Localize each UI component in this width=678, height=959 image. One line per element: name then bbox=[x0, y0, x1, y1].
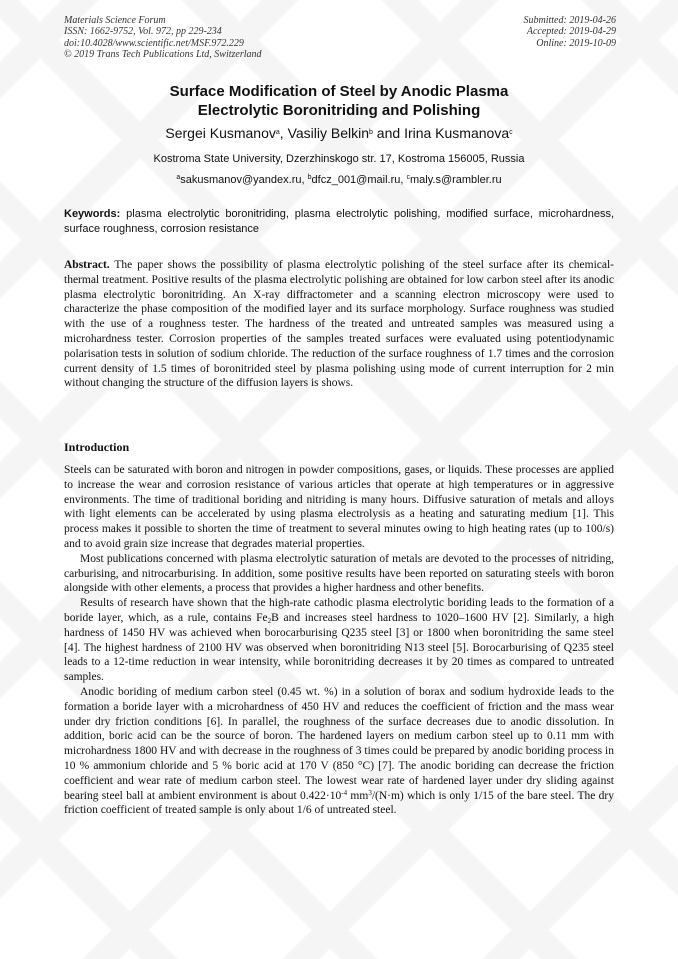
accepted-date: Accepted: 2019-04-29 bbox=[526, 26, 616, 38]
submitted-date: Submitted: 2019-04-26 bbox=[523, 15, 616, 26]
title-line-2: Electrolytic Boronitriding and Polishing bbox=[197, 102, 481, 119]
intro-p4-text-mid: mm bbox=[347, 789, 369, 802]
author-name: Vasiliy Belkin bbox=[287, 125, 370, 141]
introduction-heading: Introduction bbox=[64, 440, 130, 454]
author-sup: c bbox=[509, 129, 513, 136]
intro-p4-text-b: /(N·m) which is only 1/15 of the bare steel. The dry friction coefficient of treated sample is only about 1/6 of untreated steel. bbox=[64, 789, 615, 817]
abstract-text: The paper shows the possibility of plasma electrolytic polishing of the steel surface after its chemical-thermal treatment. Positive results of the plasma electrolytic polishing are obtained for low carbon steel after its anodic plasma electrolytic boronitriding. An X-ray diffractometer and a scanning electron microscopy were used to characterize the phase composition of the modified layer and its surface morphology. Surface roughness was studied with the use of a roughness tester. The hardness of the treated and untreated samples was measured using a microhardness tester. Corrosion properties of the samples treated surfaces were evaluated using potentiodynamic polarisation tests in solution of sodium chloride. The reduction of the surface roughness of 1.7 times and the corrosion current density of 1.5 times of boronitrided steel by plasma polishing using mode of current interruption for 2 min without changing the structure of the diffusion layers is shows. bbox=[64, 259, 614, 390]
email-separator: , bbox=[400, 174, 407, 186]
journal-name: Materials Science Forum bbox=[64, 15, 166, 26]
email-sup: c bbox=[406, 174, 410, 181]
paper-title bbox=[64, 82, 614, 120]
intro-p4-superscript-1: -4 bbox=[341, 788, 348, 797]
email-separator: , bbox=[301, 174, 308, 186]
author-emails bbox=[64, 173, 614, 187]
journal-info bbox=[64, 15, 364, 61]
doi: doi:10.4028/www.scientific.net/MSF.972.229 bbox=[64, 37, 244, 49]
intro-paragraph-2: Most publications concerned with plasma electrolytic saturation of metals are devoted to the processes of nitriding, carburising, and nitrocarburising. In addition, some positive results have been reported on saturating steels with boron alongside with other elements, a process that provides a higher hardness and other benefits. bbox=[64, 552, 614, 595]
intro-p3-text-a: Results of research have shown that the high-rate cathodic plasma electrolytic boriding leads to the formation of a boride layer, which, as a rule, contains Fe bbox=[64, 597, 614, 624]
title-line-1: Surface Modification of Steel by Anodic Plasma bbox=[169, 83, 509, 100]
email-sup: a bbox=[176, 174, 181, 181]
author-sup: b bbox=[369, 129, 373, 136]
abstract bbox=[64, 258, 614, 391]
intro-p4-superscript-2: 3 bbox=[368, 788, 372, 797]
author-name: Irina Kusmanova bbox=[404, 125, 510, 141]
author-name: Sergei Kusmanov bbox=[165, 125, 276, 141]
keywords bbox=[64, 207, 614, 237]
keywords-label: Keywords: bbox=[64, 208, 121, 220]
email-link[interactable]: dfcz_001@mail.ru bbox=[311, 174, 401, 186]
publication-dates bbox=[386, 15, 616, 49]
intro-p4-text-a: Anodic boriding of medium carbon steel (0.45 wt. %) in a solution of borax and sodium hydroxide leads to the formation a boride layer with a microhardness of 450 HV and reduces the coefficient of friction and the mass wear under dry friction conditions [6]. In parallel, the roughness of the surface decreases due to anodic dissolution. In addition, boric acid can be the source of boron. The hardened layers on medium carbon steel up to 0.11 mm with microhardness 1800 HV and with decrease in the roughness of 3 times could be prepared by anodic boriding process in 10 % ammonium chloride and 5 % boric acid at 170 V (850 °C) [7]. The anodic boriding can decrease the friction coefficient and wear rate of medium carbon steel. The lowest wear rate of hardened layer under dry sliding against bearing steel ball at ambient environment is about 0.422·10 bbox=[64, 685, 614, 802]
intro-paragraph-4 bbox=[64, 685, 614, 818]
intro-paragraph-3 bbox=[64, 596, 614, 685]
introduction-body bbox=[64, 463, 614, 818]
online-date: Online: 2019-10-09 bbox=[536, 37, 616, 49]
email-link[interactable]: maly.s@rambler.ru bbox=[409, 174, 502, 186]
authors bbox=[64, 124, 614, 142]
intro-p3-text-b: B and increases steel hardness to 1020–1600 HV [2]. Similarly, a high hardness of 1450 HV was achieved when borocarburising Q235 steel [3] or 1800 when boronitriding the same steel [4]. The highest hardness of 2100 HV was observed when boronitriding N13 steel [5]. Borocarburising of Q235 steel leads to a 12-time reduction in wear intensity, while boronitriding decreases it by 20 times as compared to untreated samples. bbox=[64, 611, 614, 684]
author-separator: , bbox=[279, 125, 288, 141]
copyright: © 2019 Trans Tech Publications Ltd, Switzerland bbox=[64, 49, 262, 61]
author-sup: a bbox=[275, 129, 280, 136]
abstract-label: Abstract. bbox=[64, 259, 110, 271]
email-link[interactable]: sakusmanov@yandex.ru bbox=[180, 174, 302, 186]
affiliation: Kostroma State University, Dzerzhinskogo str. 17, Kostroma 156005, Russia bbox=[153, 153, 525, 165]
email-sup: b bbox=[307, 174, 312, 181]
intro-paragraph-1: Steels can be saturated with boron and nitrogen in powder compositions, gases, or liquids. These processes are applied to increase the wear and corrosion resistance of various articles that operate at high temperatures or in aggressive environments. The time of traditional boriding and nitriding is many hours. Diffusive saturation of metals and alloys with light elements can be accelerated by using plasma electrolysis as a heating and saturating medium [1]. This process makes it possible to shorten the time of treatment to several minutes owing to high heating rates (up to 100/s) and to avoid grain size increase that degrades material properties. bbox=[64, 464, 614, 550]
keywords-text: plasma electrolytic boronitriding, plasma electrolytic polishing, modified surface, microhardness, surface roughness, corrosion resistance bbox=[64, 208, 614, 235]
author-separator: and bbox=[372, 125, 405, 141]
issn: ISSN: 1662-9752, Vol. 972, pp 229-234 bbox=[64, 26, 222, 38]
intro-p3-subscript: 2 bbox=[267, 616, 272, 625]
